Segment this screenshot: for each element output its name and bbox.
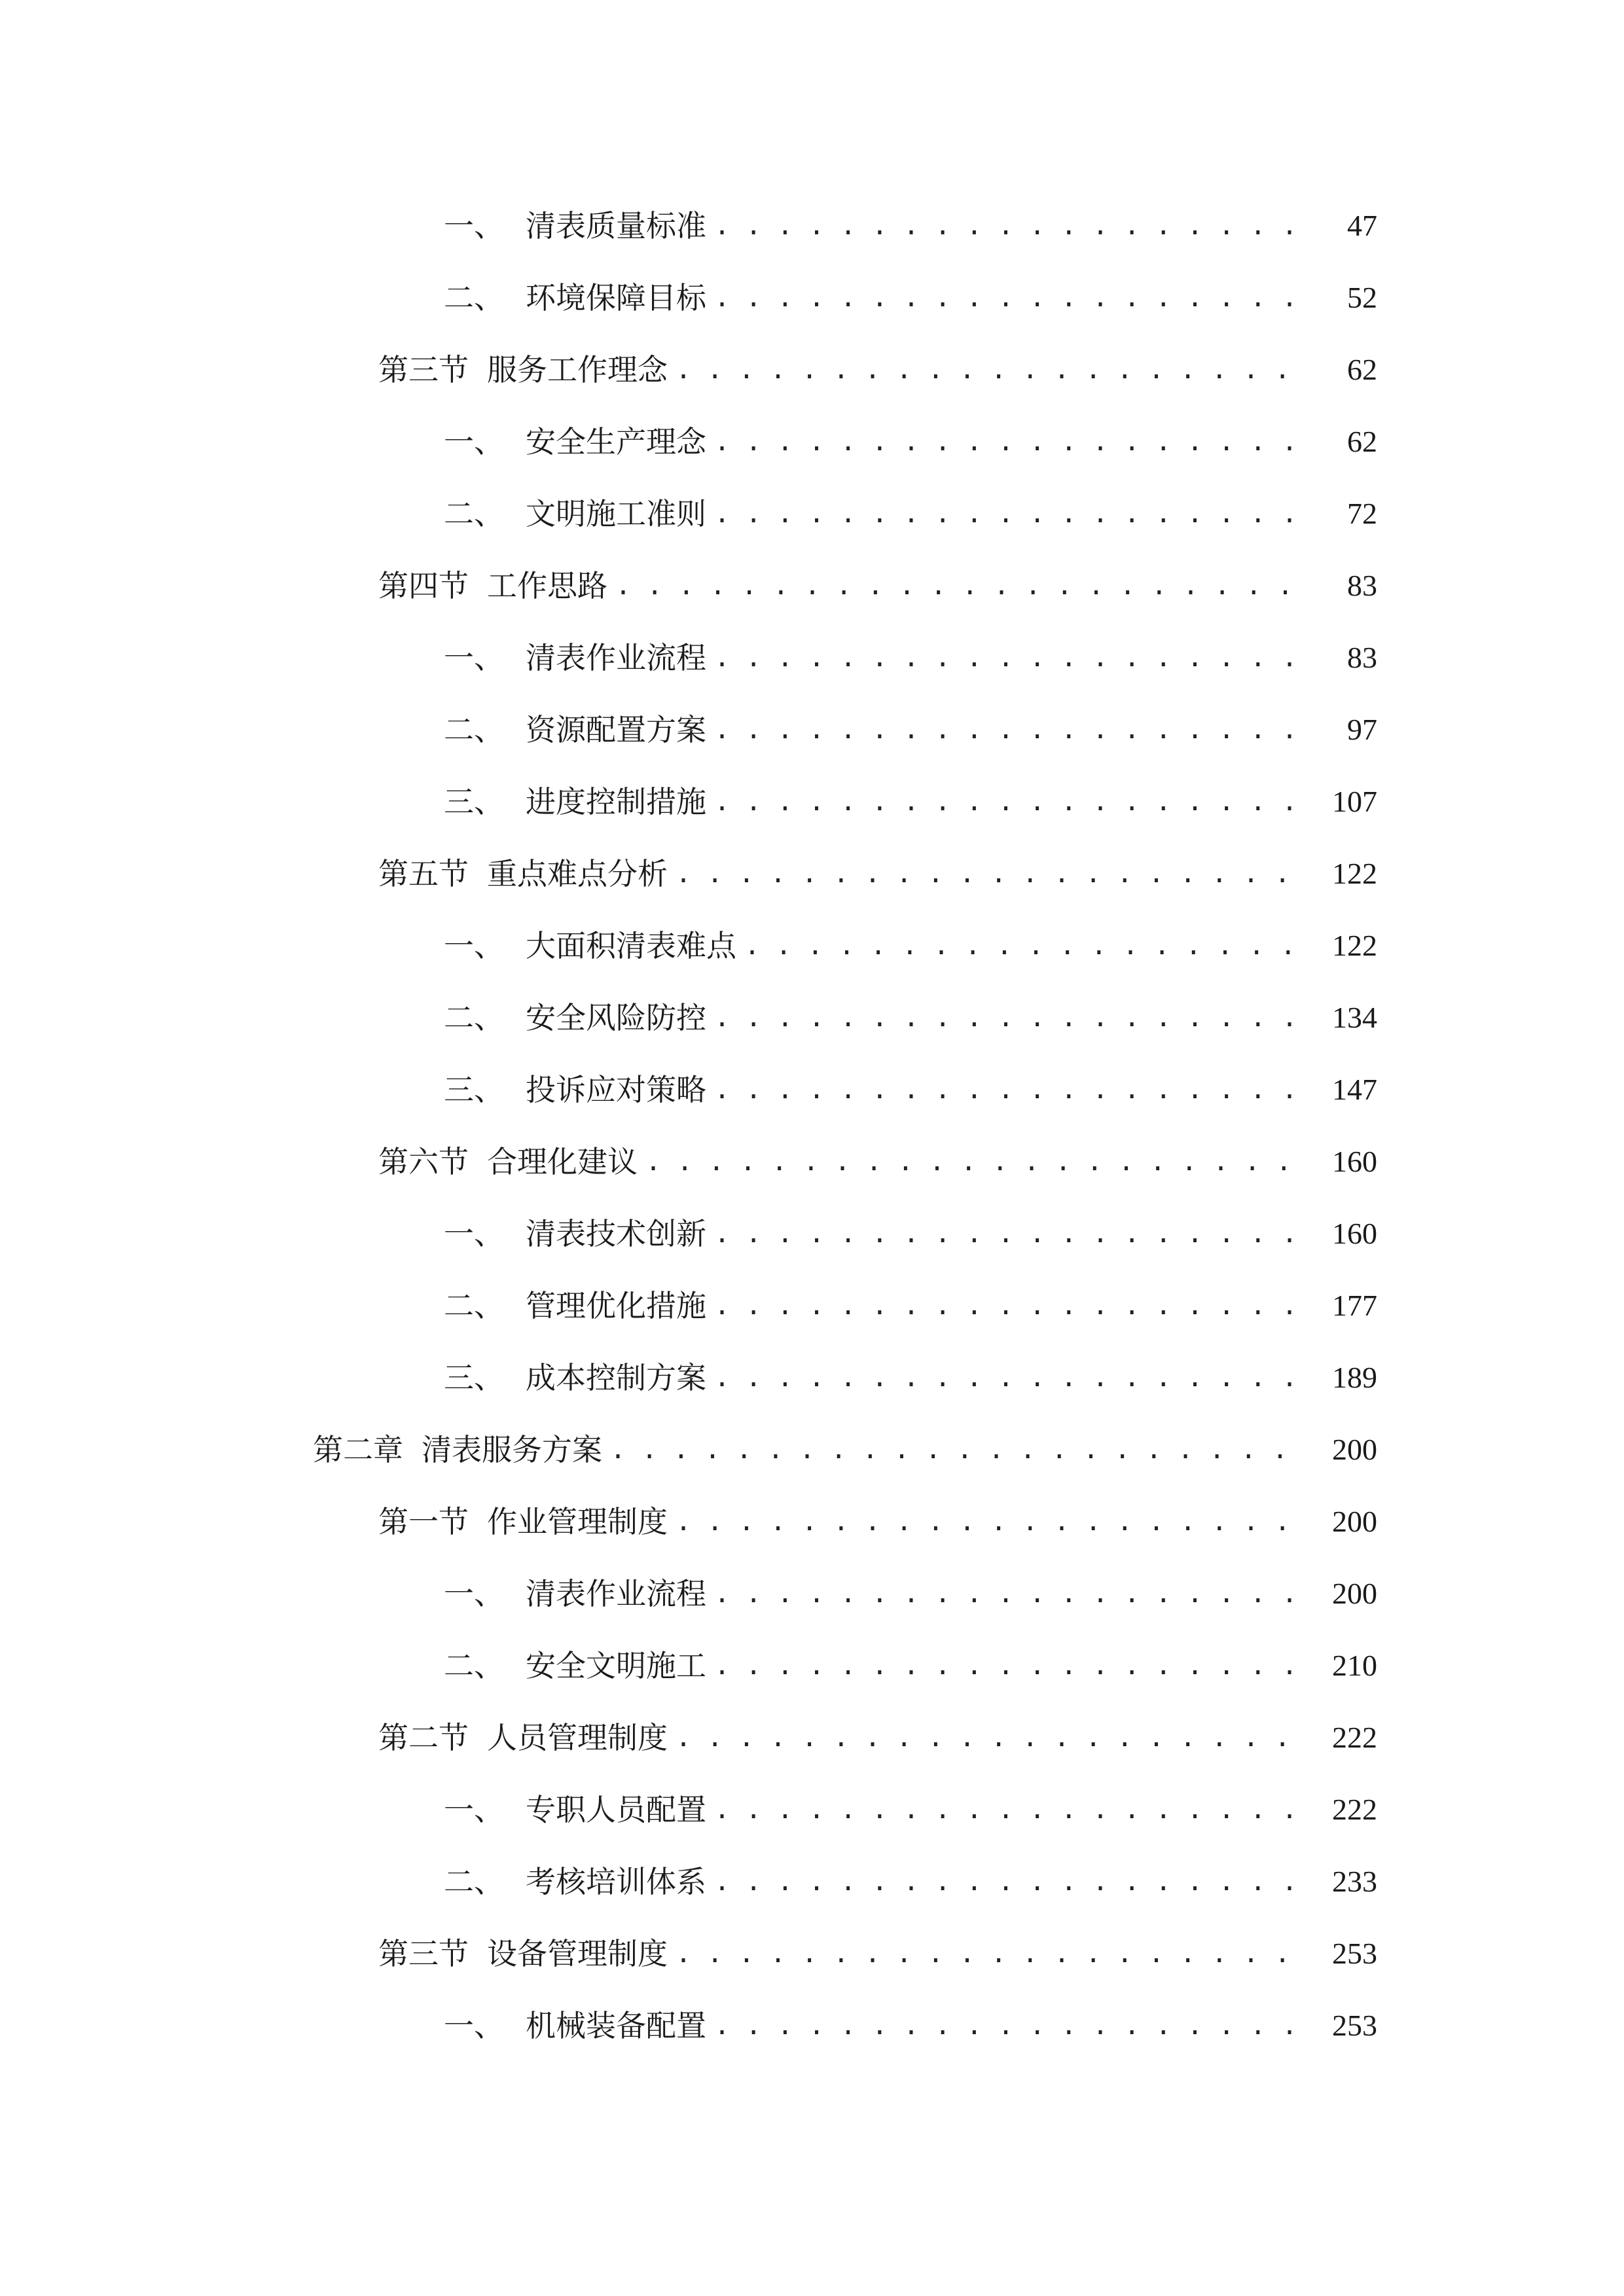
entry-label [444,1270,706,1342]
dot-leader [714,694,1309,766]
entry-label [444,1774,706,1846]
toc-entry[interactable] [0,1270,1624,1342]
entry-page-number: 253 [1332,2009,1377,2042]
entry-label [378,334,668,406]
entry-label [444,1990,706,2062]
entry-page-number: 233 [1332,1865,1377,1898]
entry-label [444,910,736,982]
entry-title: 作业管理制度 [487,1504,668,1539]
entry-label [444,766,706,838]
entry-number: 一、 [444,424,504,459]
entry-number: 第六节 [378,1144,469,1179]
entry-number: 三、 [444,784,504,819]
entry-number: 一、 [444,1216,504,1251]
entry-page-number: 107 [1332,785,1377,818]
entry-page-number: 200 [1332,1433,1377,1466]
entry-number: 二、 [444,1648,504,1683]
entry-number: 一、 [444,2008,504,2043]
dot-leader [714,766,1309,838]
toc-entry[interactable] [0,190,1624,262]
entry-title: 机械装备配置 [526,2008,706,2043]
dot-leader [714,1990,1309,2062]
entry-page-number: 222 [1332,1721,1377,1754]
toc-entry[interactable] [0,478,1624,550]
entry-number: 一、 [444,640,504,675]
entry-title: 重点难点分析 [487,856,668,891]
entry-label [444,982,706,1054]
entry-number: 二、 [444,1864,504,1899]
dot-leader [676,838,1309,910]
toc-entry[interactable] [0,622,1624,694]
entry-page-number: 83 [1347,641,1377,674]
entry-title: 清表技术创新 [526,1216,706,1251]
entry-number: 一、 [444,208,504,243]
entry-number: 第三节 [378,352,469,387]
entry-label [444,1054,706,1126]
entry-label [378,1126,638,1198]
entry-number: 二、 [444,1000,504,1035]
entry-page-number: 52 [1347,281,1377,314]
toc-entry[interactable] [0,1918,1624,1990]
entry-title: 资源配置方案 [526,712,706,747]
entry-number: 二、 [444,712,504,747]
toc-entry[interactable] [0,406,1624,478]
entry-number: 第二节 [378,1720,469,1755]
entry-page-number: 210 [1332,1649,1377,1682]
entry-page-number: 62 [1347,353,1377,386]
entry-title: 大面积清表难点 [526,928,736,963]
entry-page-number: 147 [1332,1073,1377,1106]
dot-leader [714,1198,1309,1270]
entry-label [444,1630,706,1702]
toc-entry[interactable] [0,1558,1624,1630]
dot-leader [676,1486,1309,1558]
entry-page-number: 253 [1332,1937,1377,1970]
entry-title: 清表服务方案 [422,1432,602,1467]
toc-entry[interactable] [0,766,1624,838]
entry-title: 管理优化措施 [526,1288,706,1323]
entry-page-number: 177 [1332,1289,1377,1322]
entry-page-number: 97 [1347,713,1377,746]
entry-number: 第四节 [378,568,469,603]
dot-leader [714,1630,1309,1702]
entry-number: 一、 [444,928,504,963]
entry-number: 第一节 [378,1504,469,1539]
entry-page-number: 134 [1332,1001,1377,1034]
entry-title: 文明施工准则 [526,496,706,531]
entry-page-number: 189 [1332,1361,1377,1394]
entry-number: 第二章 [313,1432,403,1467]
entry-title: 安全生产理念 [526,424,706,459]
entry-title: 设备管理制度 [487,1936,668,1971]
entry-title: 清表作业流程 [526,640,706,675]
dot-leader [744,910,1309,982]
entry-title: 成本控制方案 [526,1360,706,1395]
entry-title: 人员管理制度 [487,1720,668,1755]
dot-leader [714,1774,1309,1846]
entry-number: 二、 [444,1288,504,1323]
entry-label [378,1486,668,1558]
dot-leader [714,406,1309,478]
entry-title: 环境保障目标 [526,280,706,315]
entry-title: 安全文明施工 [526,1648,706,1683]
dot-leader [714,478,1309,550]
entry-title: 进度控制措施 [526,784,706,819]
toc-entry[interactable] [0,1342,1624,1414]
entry-number: 二、 [444,280,504,315]
entry-page-number: 122 [1332,857,1377,890]
entry-page-number: 200 [1332,1577,1377,1610]
entry-page-number: 47 [1347,209,1377,242]
entry-label [378,1702,668,1774]
dot-leader [615,550,1309,622]
table-of-contents [0,190,1624,2062]
entry-label [444,1558,706,1630]
entry-label [378,838,668,910]
entry-label [313,1414,602,1486]
toc-entry[interactable] [0,334,1624,406]
dot-leader [714,982,1309,1054]
entry-title: 清表作业流程 [526,1576,706,1611]
entry-label [444,622,706,694]
entry-title: 投诉应对策略 [526,1072,706,1107]
toc-entry[interactable] [0,1198,1624,1270]
toc-entry[interactable] [0,262,1624,334]
entry-title: 清表质量标准 [526,208,706,243]
entry-label [444,262,706,334]
entry-label [444,694,706,766]
dot-leader [714,1054,1309,1126]
toc-entry[interactable] [0,1990,1624,2062]
dot-leader [676,334,1309,406]
entry-page-number: 222 [1332,1793,1377,1826]
dot-leader [714,262,1309,334]
entry-number: 一、 [444,1576,504,1611]
dot-leader [676,1918,1309,1990]
toc-entry[interactable] [0,1414,1624,1486]
entry-page-number: 160 [1332,1145,1377,1178]
toc-entry[interactable] [0,982,1624,1054]
dot-leader [714,622,1309,694]
dot-leader [645,1126,1309,1198]
toc-entry[interactable] [0,1846,1624,1918]
entry-title: 工作思路 [487,568,607,603]
entry-label [444,190,706,262]
entry-title: 专职人员配置 [526,1792,706,1827]
toc-entry[interactable] [0,1774,1624,1846]
toc-entry[interactable] [0,1702,1624,1774]
toc-entry[interactable] [0,550,1624,622]
entry-page-number: 72 [1347,497,1377,530]
entry-label [378,550,607,622]
entry-page-number: 83 [1347,569,1377,602]
dot-leader [610,1414,1309,1486]
toc-entry[interactable] [0,910,1624,982]
entry-title: 安全风险防控 [526,1000,706,1035]
dot-leader [714,190,1309,262]
entry-number: 二、 [444,496,504,531]
dot-leader [714,1270,1309,1342]
entry-page-number: 200 [1332,1505,1377,1538]
entry-title: 服务工作理念 [487,352,668,387]
entry-title: 考核培训体系 [526,1864,706,1899]
toc-entry[interactable] [0,1486,1624,1558]
toc-entry[interactable] [0,1126,1624,1198]
entry-number: 第三节 [378,1936,469,1971]
toc-entry[interactable] [0,1630,1624,1702]
dot-leader [676,1702,1309,1774]
entry-number: 三、 [444,1360,504,1395]
entry-number: 三、 [444,1072,504,1107]
dot-leader [714,1342,1309,1414]
entry-page-number: 160 [1332,1217,1377,1250]
entry-page-number: 62 [1347,425,1377,458]
dot-leader [714,1558,1309,1630]
toc-entry[interactable] [0,838,1624,910]
entry-label [444,1846,706,1918]
toc-entry[interactable] [0,694,1624,766]
entry-label [444,1342,706,1414]
entry-page-number: 122 [1332,929,1377,962]
entry-label [444,406,706,478]
entry-label [444,1198,706,1270]
dot-leader [714,1846,1309,1918]
entry-title: 合理化建议 [487,1144,638,1179]
toc-entry[interactable] [0,1054,1624,1126]
entry-number: 第五节 [378,856,469,891]
entry-number: 一、 [444,1792,504,1827]
entry-label [378,1918,668,1990]
entry-label [444,478,706,550]
